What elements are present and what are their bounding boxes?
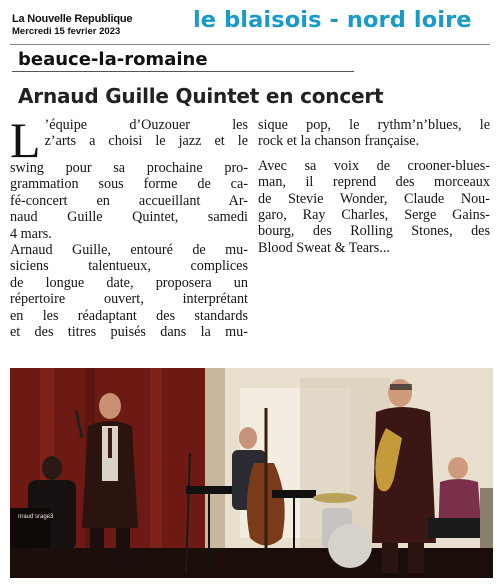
text-line: garo, Ray Charles, Serge Gains-	[258, 207, 490, 224]
text-line: bourg, des Rolling Stones, des	[258, 223, 490, 240]
masthead-rule	[10, 44, 490, 45]
text-line: grammation sous forme de ca-	[10, 176, 248, 193]
kick-drum-text: nraud srage3	[18, 514, 54, 520]
section-rule	[12, 71, 354, 72]
text-line: répertoire ouvert, interprétant	[10, 291, 248, 308]
section-heading: beauce-la-romaine	[18, 49, 208, 70]
text-line: et des titres puisés dans la mu-	[10, 324, 248, 341]
text-line: fé-concert en accueillant Ar-	[10, 192, 248, 209]
article-headline: Arnaud Guille Quintet en concert	[18, 84, 384, 108]
paragraph-2	[10, 242, 248, 340]
drop-cap: L	[10, 112, 41, 168]
masthead	[0, 0, 500, 44]
text-line: en les réadaptant des standards	[10, 307, 248, 324]
text-line: swing pour sa prochaine pro-	[10, 160, 248, 176]
article-column-1	[10, 112, 248, 341]
publication-date: Mercredi 15 fevrier 2023	[12, 26, 121, 37]
text-line: de Stevie Wonder, Claude Nou-	[258, 190, 490, 207]
text-line: Arnaud Guille, entouré de mu-	[10, 242, 248, 259]
text-line: Blood Sweat & Tears...	[258, 239, 390, 256]
edition-title: le blaisois - nord loire	[193, 7, 472, 33]
text-line: de longue date, proposera un	[10, 274, 248, 291]
paragraph-1	[10, 112, 248, 242]
text-line: z’arts a choisi le jazz et le	[44, 133, 248, 150]
paragraph-continued	[258, 117, 490, 150]
concert-photo-illustration	[10, 368, 493, 578]
newspaper-name: La Nouvelle Republique	[12, 13, 133, 25]
text-line: siciens talentueux, complices	[10, 258, 248, 275]
text-line: 4 mars.	[10, 225, 52, 242]
text-line: man, il reprend des morceaux	[258, 174, 490, 191]
concert-photo	[10, 368, 493, 578]
text-line: Avec sa voix de crooner-blues-	[258, 157, 490, 174]
article-column-2	[258, 117, 490, 256]
text-line: ’équipe d’Ouzouer les	[44, 117, 248, 133]
text-line: naud Guille Quintet, samedi	[10, 209, 248, 226]
paragraph-3	[258, 158, 490, 256]
paragraph-gap	[258, 150, 490, 158]
text-line: sique pop, le rythm’n’blues, le	[258, 117, 490, 133]
text-line: rock et la chanson française.	[258, 133, 420, 150]
